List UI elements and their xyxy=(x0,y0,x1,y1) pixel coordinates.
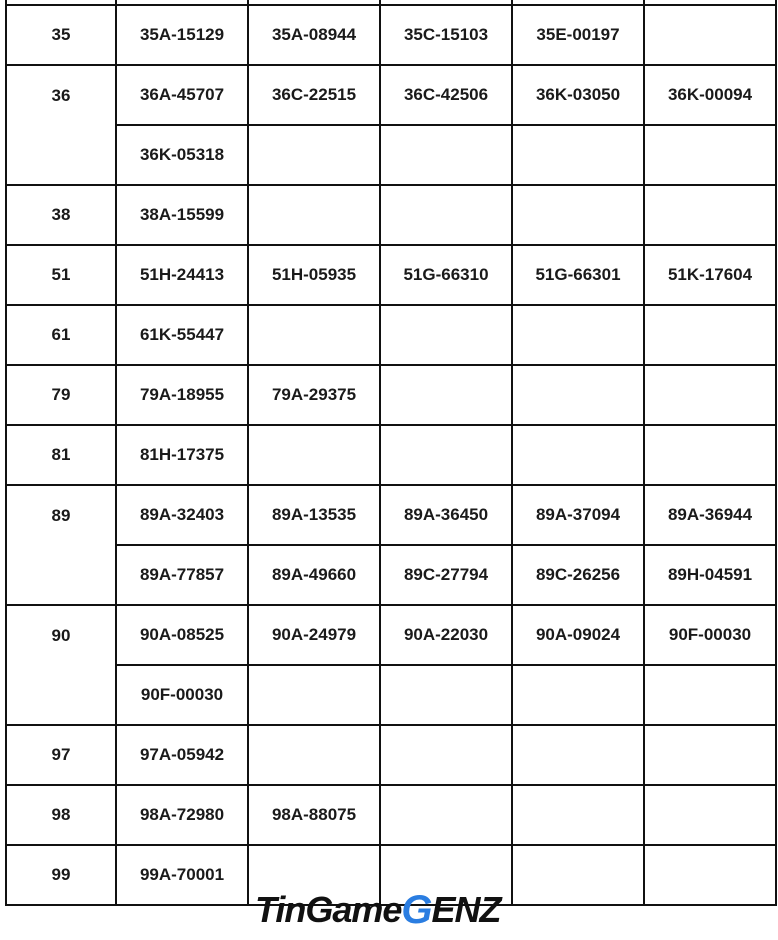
province-code-cell: 51 xyxy=(6,245,116,305)
table-row xyxy=(6,545,776,605)
plate-cell: 51H-24413 xyxy=(116,245,248,305)
plate-cell: 98A-72980 xyxy=(116,785,248,845)
province-code-cell: 61 xyxy=(6,305,116,365)
plate-cell: 89C-26256 xyxy=(512,545,644,605)
table-row xyxy=(6,725,776,785)
province-code-cell: 97 xyxy=(6,725,116,785)
plate-cell xyxy=(248,425,380,485)
table-row xyxy=(6,245,776,305)
plate-cell xyxy=(644,845,776,905)
plate-cell xyxy=(644,425,776,485)
plate-cell: 35E-00197 xyxy=(512,5,644,65)
province-code-cell: 36 xyxy=(6,65,116,185)
plate-cell xyxy=(248,305,380,365)
plate-cell xyxy=(644,185,776,245)
plate-cell: 36C-42506 xyxy=(380,65,512,125)
plate-cell xyxy=(248,185,380,245)
plate-cell: 51H-05935 xyxy=(248,245,380,305)
watermark-text-part1: TinGame xyxy=(255,889,402,930)
plate-cell xyxy=(248,665,380,725)
plate-cell: 36K-03050 xyxy=(512,65,644,125)
plate-cell: 35A-08944 xyxy=(248,5,380,65)
plate-cell xyxy=(644,365,776,425)
province-code-cell: 81 xyxy=(6,425,116,485)
plate-cell xyxy=(512,305,644,365)
table-row xyxy=(6,605,776,665)
plate-cell xyxy=(512,845,644,905)
province-code-cell: 98 xyxy=(6,785,116,845)
plate-cell: 99A-70001 xyxy=(116,845,248,905)
plate-cell xyxy=(512,125,644,185)
plate-cell: 90F-00030 xyxy=(644,605,776,665)
plate-cell: 89A-77857 xyxy=(116,545,248,605)
table-row xyxy=(6,425,776,485)
table-row xyxy=(6,185,776,245)
plate-cell: 81H-17375 xyxy=(116,425,248,485)
province-code-cell: 89 xyxy=(6,485,116,605)
plate-cell: 97A-05942 xyxy=(116,725,248,785)
plate-cell: 89A-49660 xyxy=(248,545,380,605)
table-row xyxy=(6,125,776,185)
plate-cell xyxy=(644,125,776,185)
plate-cell xyxy=(512,185,644,245)
plate-cell: 90F-00030 xyxy=(116,665,248,725)
plate-cell xyxy=(512,725,644,785)
plate-cell xyxy=(644,665,776,725)
table-row xyxy=(6,665,776,725)
province-code-cell: 38 xyxy=(6,185,116,245)
plate-cell xyxy=(380,725,512,785)
table-row xyxy=(6,305,776,365)
plate-cell xyxy=(248,725,380,785)
plate-cell: 79A-18955 xyxy=(116,365,248,425)
plate-cell xyxy=(380,425,512,485)
plate-cell xyxy=(380,665,512,725)
watermark-text-part3: ENZ xyxy=(431,889,501,930)
table-row xyxy=(6,485,776,545)
plate-cell xyxy=(644,725,776,785)
province-code-cell: 90 xyxy=(6,605,116,725)
plate-cell: 51G-66310 xyxy=(380,245,512,305)
plate-cell: 89A-13535 xyxy=(248,485,380,545)
plate-cell xyxy=(512,425,644,485)
plate-cell xyxy=(512,785,644,845)
plate-cell xyxy=(380,185,512,245)
plate-cell xyxy=(512,365,644,425)
plate-cell: 89H-04591 xyxy=(644,545,776,605)
plate-cell: 35C-15103 xyxy=(380,5,512,65)
plate-cell: 51G-66301 xyxy=(512,245,644,305)
plate-cell xyxy=(380,125,512,185)
plate-cell: 79A-29375 xyxy=(248,365,380,425)
plate-cell: 36K-00094 xyxy=(644,65,776,125)
plate-cell: 90A-08525 xyxy=(116,605,248,665)
plate-cell xyxy=(380,785,512,845)
plate-cell: 36A-45707 xyxy=(116,65,248,125)
table-row xyxy=(6,65,776,125)
plate-cell: 36C-22515 xyxy=(248,65,380,125)
plate-table xyxy=(5,0,777,906)
plate-cell: 90A-09024 xyxy=(512,605,644,665)
plate-cell: 89A-37094 xyxy=(512,485,644,545)
table-row xyxy=(6,5,776,65)
plate-cell xyxy=(644,305,776,365)
site-watermark-logo xyxy=(255,888,501,932)
watermark-text-g: G xyxy=(401,887,432,932)
plate-cell xyxy=(380,305,512,365)
plate-cell xyxy=(644,5,776,65)
plate-cell: 89C-27794 xyxy=(380,545,512,605)
province-code-cell: 99 xyxy=(6,845,116,905)
province-code-cell: 79 xyxy=(6,365,116,425)
plate-cell: 90A-22030 xyxy=(380,605,512,665)
plate-cell: 89A-36944 xyxy=(644,485,776,545)
plate-cell: 90A-24979 xyxy=(248,605,380,665)
plate-cell: 89A-32403 xyxy=(116,485,248,545)
plate-cell: 98A-88075 xyxy=(248,785,380,845)
plate-cell: 36K-05318 xyxy=(116,125,248,185)
plate-cell xyxy=(248,125,380,185)
plate-cell xyxy=(644,785,776,845)
plate-cell: 35A-15129 xyxy=(116,5,248,65)
plate-cell: 38A-15599 xyxy=(116,185,248,245)
plate-cell xyxy=(380,365,512,425)
plate-cell xyxy=(512,665,644,725)
plate-cell: 61K-55447 xyxy=(116,305,248,365)
plate-cell: 51K-17604 xyxy=(644,245,776,305)
table-row xyxy=(6,785,776,845)
table-row xyxy=(6,365,776,425)
plate-cell: 89A-36450 xyxy=(380,485,512,545)
province-code-cell: 35 xyxy=(6,5,116,65)
